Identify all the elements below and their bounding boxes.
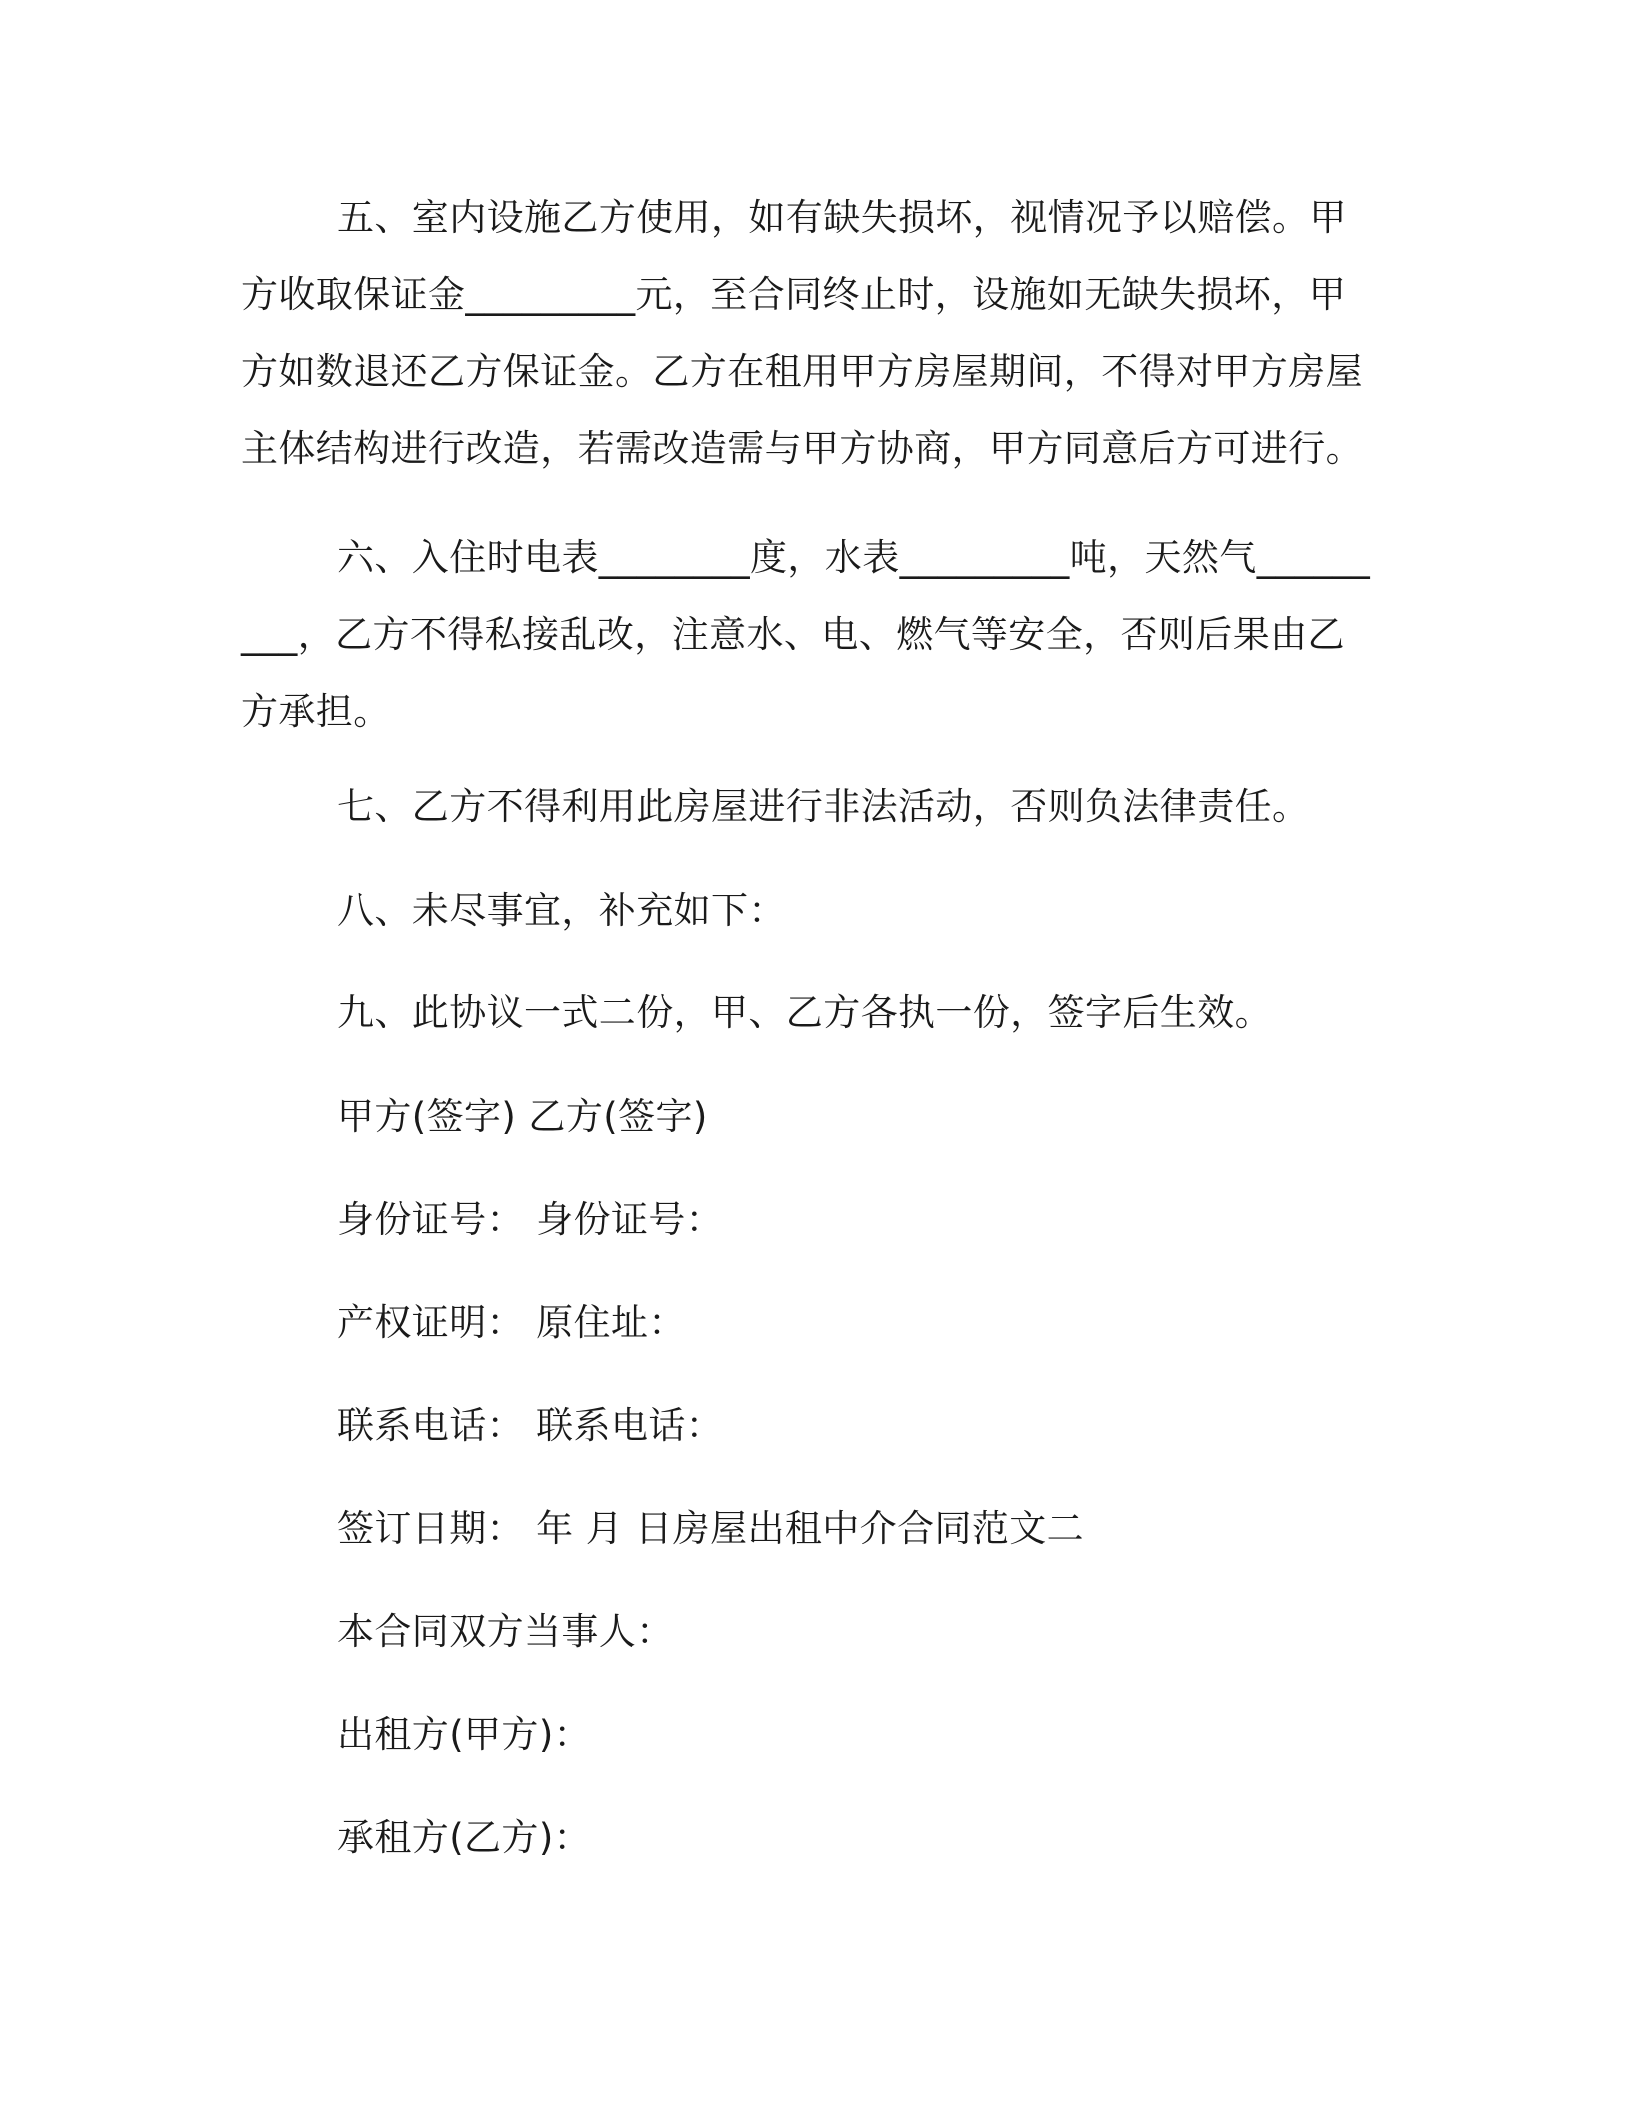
clause-8-line: 八、未尽事宜，补充如下： [337,889,786,932]
parties-heading: 本合同双方当事人： [337,1610,674,1653]
sign-date-line: 签订日期： 年 月 日房屋出租中介合同范文二 [337,1507,1085,1550]
lessor-line: 出租方(甲方)： [337,1713,592,1756]
clause-7-line: 七、乙方不得利用此房屋进行非法活动，否则负法律责任。 [337,785,1310,828]
clause-5-paragraph: 五、室内设施乙方使用，如有缺失损坏，视情况予以赔偿。甲方收取保证金_________元，至合同终止时，设施如无缺失损坏，甲方如数退还乙方保证金。乙方在租用甲方房屋期间，不得对甲方房屋主体结构进行改造，若需改造需与甲方协商，甲方同意后方可进行。 [241,196,1363,470]
property-address-line: 产权证明： 原住址： [337,1301,686,1344]
phone-line: 联系电话： 联系电话： [337,1404,724,1447]
clause-9-line: 九、此协议一式二份，甲、乙方各执一份，签字后生效。 [337,991,1272,1034]
id-number-line: 身份证号： 身份证号： [337,1198,724,1241]
clause-6-paragraph: 六、入住时电表________度，水表_________吨，天然气_________，乙方不得私接乱改，注意水、电、燃气等安全，否则后果由乙方承担。 [241,536,1371,733]
signature-line: 甲方(签字) 乙方(签字) [337,1095,708,1138]
lessee-line: 承租方(乙方)： [337,1816,592,1859]
